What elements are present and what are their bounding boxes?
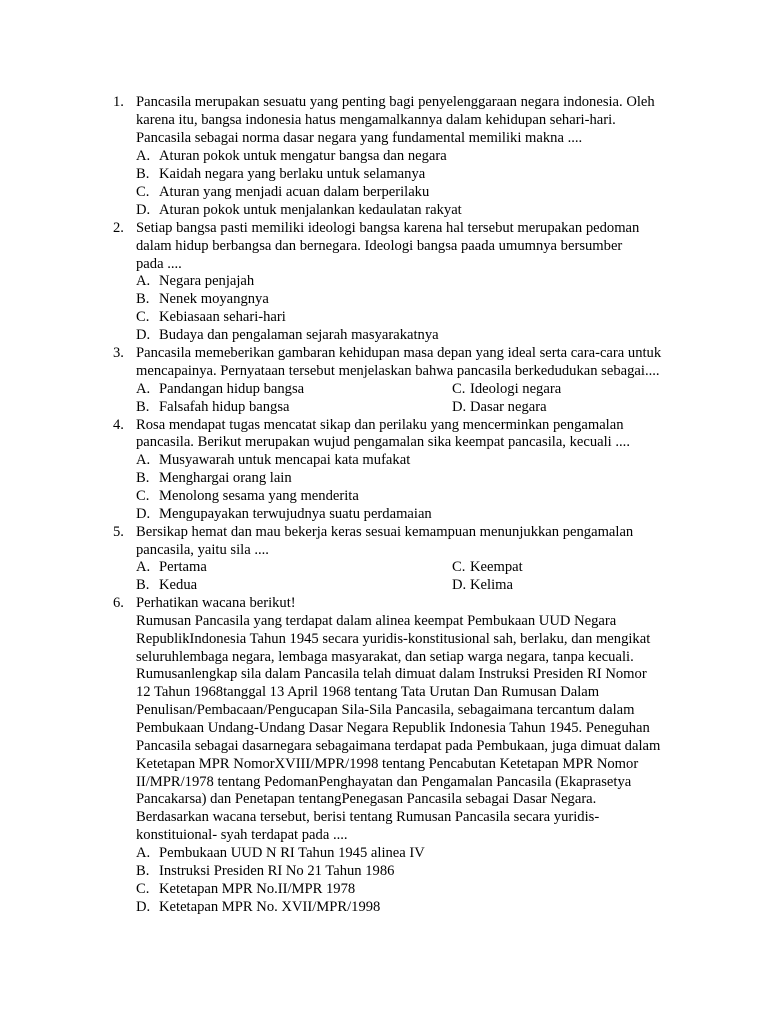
question-text-line: mencapainya. Pernyataan tersebut menjelaskan bahwa pancasila berkedudukan sebagai.... xyxy=(136,363,660,379)
question-text-line: pancasila, yaitu sila .... xyxy=(136,542,269,558)
question-text-line: Perhatikan wacana berikut! xyxy=(136,595,296,611)
option-letter: D. xyxy=(136,506,151,522)
option-letter: A. xyxy=(136,273,151,289)
option-letter: C. xyxy=(136,488,150,504)
option-letter: D. xyxy=(136,327,151,343)
question-number: 2. xyxy=(113,220,124,236)
question-number: 6. xyxy=(113,595,124,611)
option-letter: C. xyxy=(452,559,466,575)
option-letter: A. xyxy=(136,452,151,468)
option-text: Budaya dan pengalaman sejarah masyarakatnya xyxy=(159,327,439,343)
option-letter: C. xyxy=(136,881,150,897)
question-text-line: Berdasarkan wacana tersebut, berisi tentang Rumusan Pancasila secara yuridis- xyxy=(136,809,600,825)
option-text: Ketetapan MPR No. XVII/MPR/1998 xyxy=(159,899,381,915)
option-text: Ketetapan MPR No.II/MPR 1978 xyxy=(159,881,356,897)
question-number: 3. xyxy=(113,345,124,361)
passage-line: Ketetapan MPR NomorXVIII/MPR/1998 tentang Pencabutan Ketetapan MPR Nomor xyxy=(136,756,639,772)
option-letter: B. xyxy=(136,863,150,879)
option-text: Aturan pokok untuk menjalankan kedaulatan rakyat xyxy=(159,202,462,218)
option-text: Negara penjajah xyxy=(159,273,255,289)
option-text: Musyawarah untuk mencapai kata mufakat xyxy=(159,452,411,468)
option-text: Pembukaan UUD N RI Tahun 1945 alinea IV xyxy=(159,845,425,861)
passage-line: seluruhlembaga negara, lembaga masyarakat, dan setiap warga negara, tanpa kecuali. xyxy=(136,649,634,665)
passage-line: II/MPR/1978 tentang PedomanPenghayatan dan Pengamalan Pancasila (Ekaprasetya xyxy=(136,774,632,790)
option-letter: A. xyxy=(136,559,151,575)
option-text: Ideologi negara xyxy=(470,381,562,397)
option-letter: B. xyxy=(136,166,150,182)
option-text: Aturan pokok untuk mengatur bangsa dan negara xyxy=(159,148,447,164)
option-text: Nenek moyangnya xyxy=(159,291,269,307)
question-text-line: pada .... xyxy=(136,256,182,272)
question-text-line: Bersikap hemat dan mau bekerja keras sesuai kemampuan menunjukkan pengamalan xyxy=(136,524,634,540)
passage-line: RepublikIndonesia Tahun 1945 secara yuridis-konstitusional sah, berlaku, dan mengikat xyxy=(136,631,651,647)
passage-line: Rumusan Pancasila yang terdapat dalam alinea keempat Pembukaan UUD Negara xyxy=(136,613,617,629)
option-letter: D. xyxy=(452,399,467,415)
option-letter: C. xyxy=(136,309,150,325)
option-text: Kaidah negara yang berlaku untuk selamanya xyxy=(159,166,426,182)
option-text: Mengupayakan terwujudnya suatu perdamaian xyxy=(159,506,432,522)
question-text-line: konstituional- syah terdapat pada .... xyxy=(136,827,348,843)
option-text: Falsafah hidup bangsa xyxy=(159,399,290,415)
option-letter: B. xyxy=(136,291,150,307)
option-letter: C. xyxy=(452,381,466,397)
option-letter: D. xyxy=(452,577,467,593)
option-letter: B. xyxy=(136,399,150,415)
question-text-line: dalam hidup berbangsa dan bernegara. Ideologi bangsa paada umumnya bersumber xyxy=(136,238,623,254)
option-letter: A. xyxy=(136,381,151,397)
question-text-line: Setiap bangsa pasti memiliki ideologi bangsa karena hal tersebut merupakan pedoman xyxy=(136,220,640,236)
option-text: Keempat xyxy=(470,559,523,575)
option-letter: C. xyxy=(136,184,150,200)
option-text: Pertama xyxy=(159,559,207,575)
option-text: Kedua xyxy=(159,577,198,593)
question-text-line: Rosa mendapat tugas mencatat sikap dan perilaku yang mencerminkan pengamalan xyxy=(136,417,624,433)
option-letter: D. xyxy=(136,899,151,915)
passage-line: Pancakarsa) dan Penetapan tentangPenegasan Pancasila sebagai Dasar Negara. xyxy=(136,791,597,807)
option-letter: D. xyxy=(136,202,151,218)
passage-line: Rumusanlengkap sila dalam Pancasila telah dimuat dalam Instruksi Presiden RI Nomor xyxy=(136,666,647,682)
passage-line: Pembukaan Undang-Undang Dasar Negara Republik Indonesia Tahun 1945. Peneguhan xyxy=(136,720,650,736)
option-letter: A. xyxy=(136,845,151,861)
option-text: Kebiasaan sehari-hari xyxy=(159,309,286,325)
option-letter: A. xyxy=(136,148,151,164)
option-text: Dasar negara xyxy=(470,399,547,415)
question-number: 4. xyxy=(113,417,124,433)
question-text-line: karena itu, bangsa indonesia hatus mengamalkannya dalam kehidupan sehari-hari. xyxy=(136,112,616,128)
passage-line: 12 Tahun 1968tanggal 13 April 1968 tentang Tata Urutan Dan Rumusan Dalam xyxy=(136,684,600,700)
passage-line: Penulisan/Pembacaan/Pengucapan Sila-Sila Pancasila, sebagaimana tercantum dalam xyxy=(136,702,635,718)
option-text: Instruksi Presiden RI No 21 Tahun 1986 xyxy=(159,863,395,879)
question-text-line: Pancasila memeberikan gambaran kehidupan masa depan yang ideal serta cara-cara untuk xyxy=(136,345,662,361)
option-text: Aturan yang menjadi acuan dalam berperilaku xyxy=(159,184,430,200)
question-text-line: Pancasila merupakan sesuatu yang penting bagi penyelenggaraan negara indonesia. Oleh xyxy=(136,94,655,110)
question-text-line: pancasila. Berikut merupakan wujud pengamalan sika keempat pancasila, kecuali .... xyxy=(136,434,630,450)
passage-line: Pancasila sebagai dasarnegara sebagaimana terdapat pada Pembukaan, juga dimuat dalam xyxy=(136,738,661,754)
option-text: Menghargai orang lain xyxy=(159,470,292,486)
option-text: Kelima xyxy=(470,577,513,593)
option-letter: B. xyxy=(136,577,150,593)
option-text: Menolong sesama yang menderita xyxy=(159,488,359,504)
question-number: 5. xyxy=(113,524,124,540)
question-text-line: Pancasila sebagai norma dasar negara yang fundamental memiliki makna .... xyxy=(136,130,583,146)
option-text: Pandangan hidup bangsa xyxy=(159,381,305,397)
question-number: 1. xyxy=(113,94,124,110)
option-letter: B. xyxy=(136,470,150,486)
